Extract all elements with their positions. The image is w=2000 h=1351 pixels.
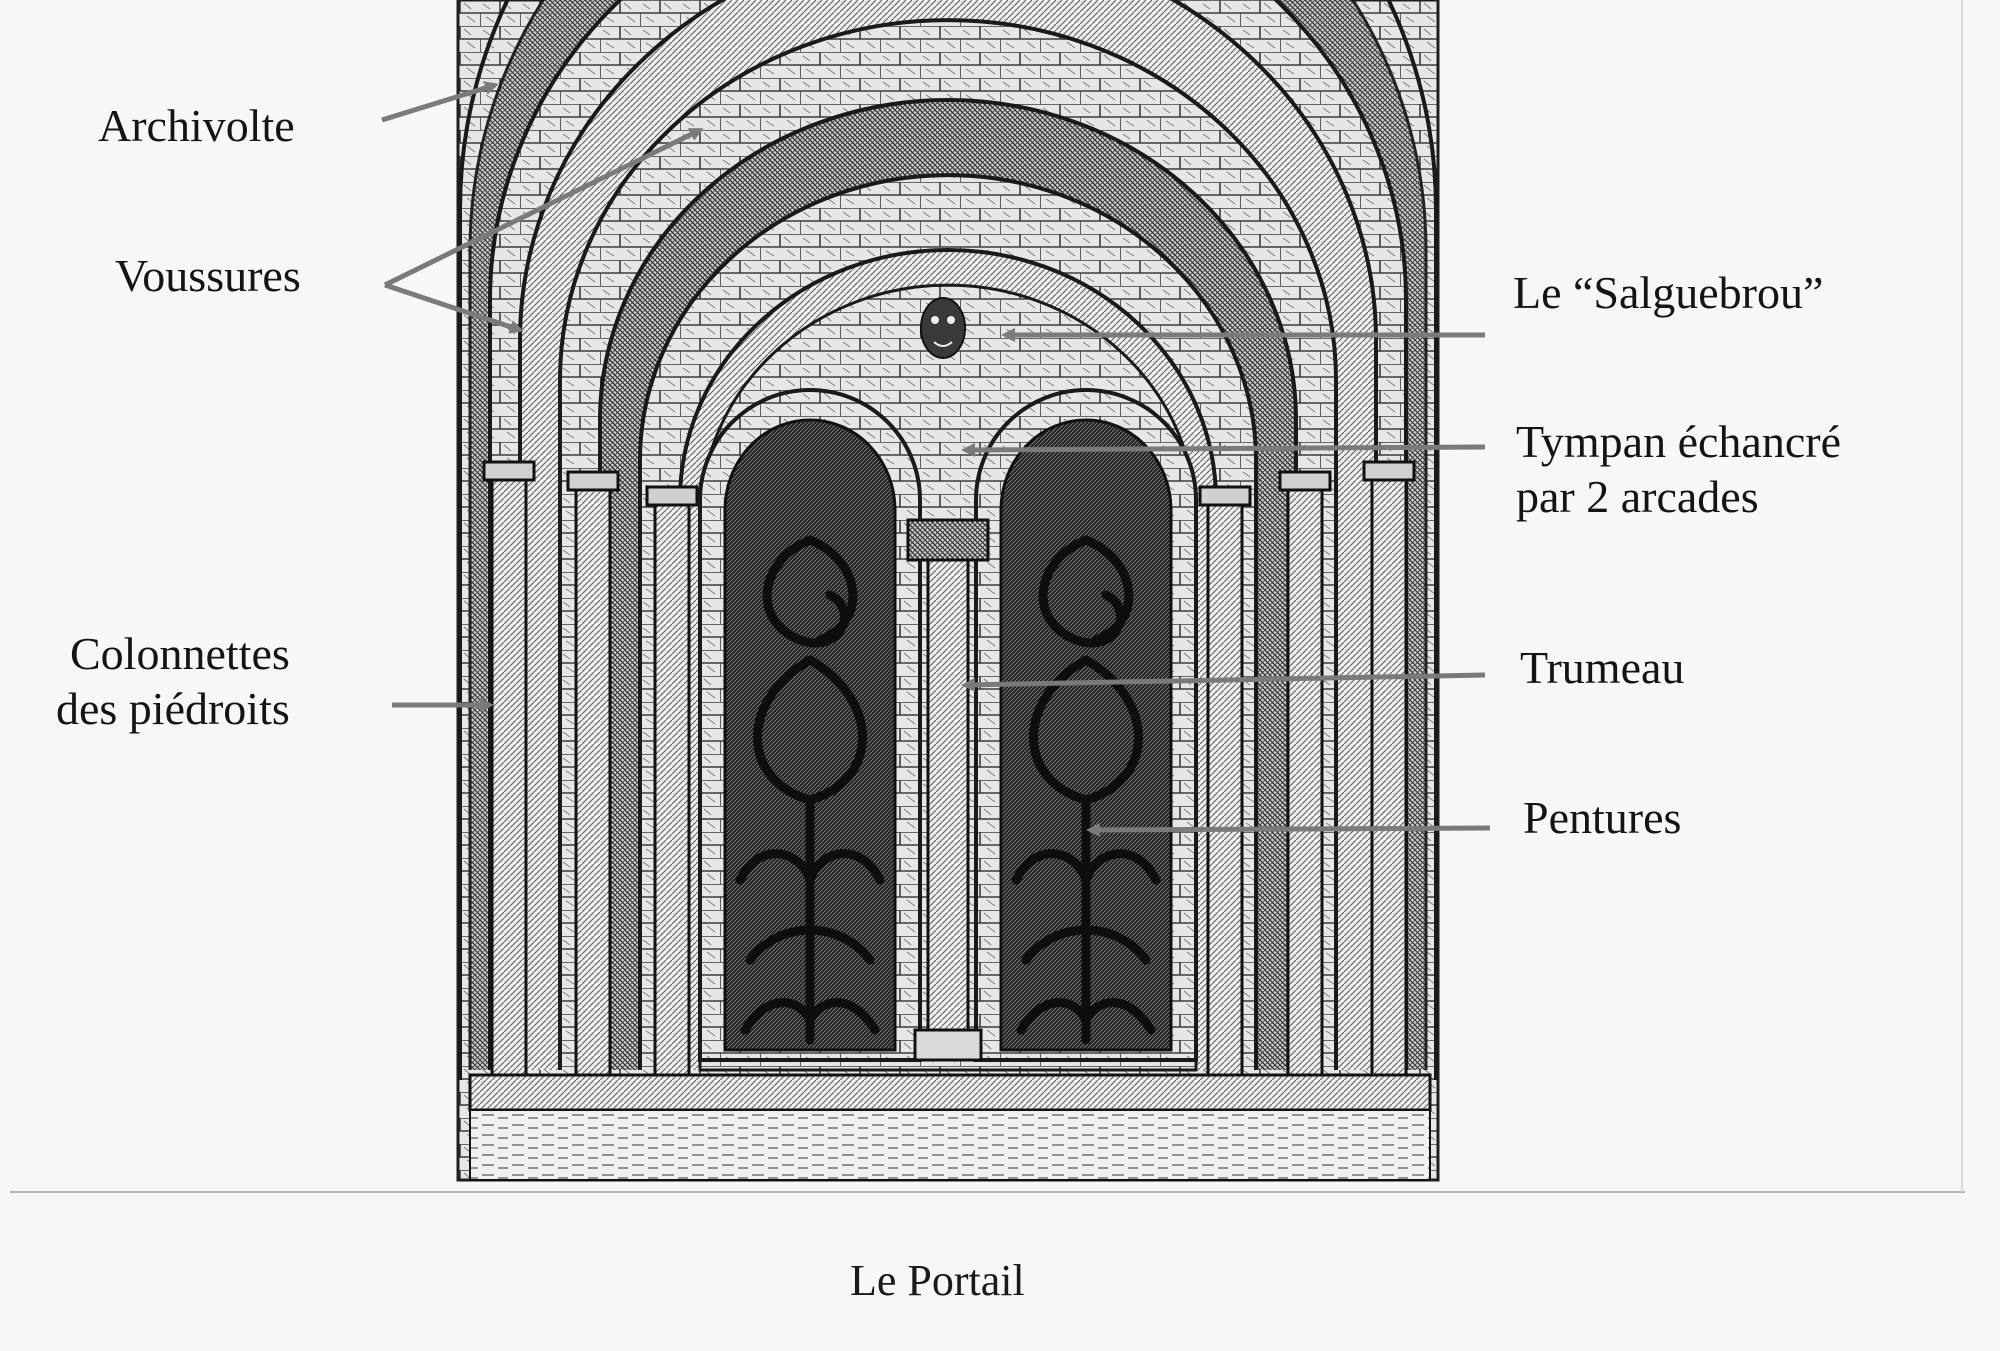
figure-caption: Le Portail [850,1256,1025,1305]
label-colonnettes [52,626,290,736]
label-trumeau [1520,640,1684,695]
label-pentures [1523,790,1681,845]
label-salguebrou [1513,265,1823,320]
label-pentures-text: Pentures [1523,792,1682,843]
label-tympan-line2: par 2 arcades [1516,471,1759,523]
arrow-tympan [965,447,1485,450]
label-tympan [1516,414,1841,524]
arrow-pentures [1090,828,1490,830]
salguebrou-head [921,298,965,358]
label-archivolte [98,98,295,153]
label-trumeau-text: Trumeau [1520,642,1685,693]
label-salguebrou-text: Le “Salguebrou” [1513,267,1824,318]
label-archivolte-text: Archivolte [98,100,295,151]
label-tympan-line1: Tympan échancré [1516,416,1841,467]
label-voussures [115,248,301,303]
label-colonnettes-line1: Colonnettes [70,628,290,679]
label-colonnettes-line2: des piédroits [55,683,290,735]
label-voussures-text: Voussures [115,250,301,301]
